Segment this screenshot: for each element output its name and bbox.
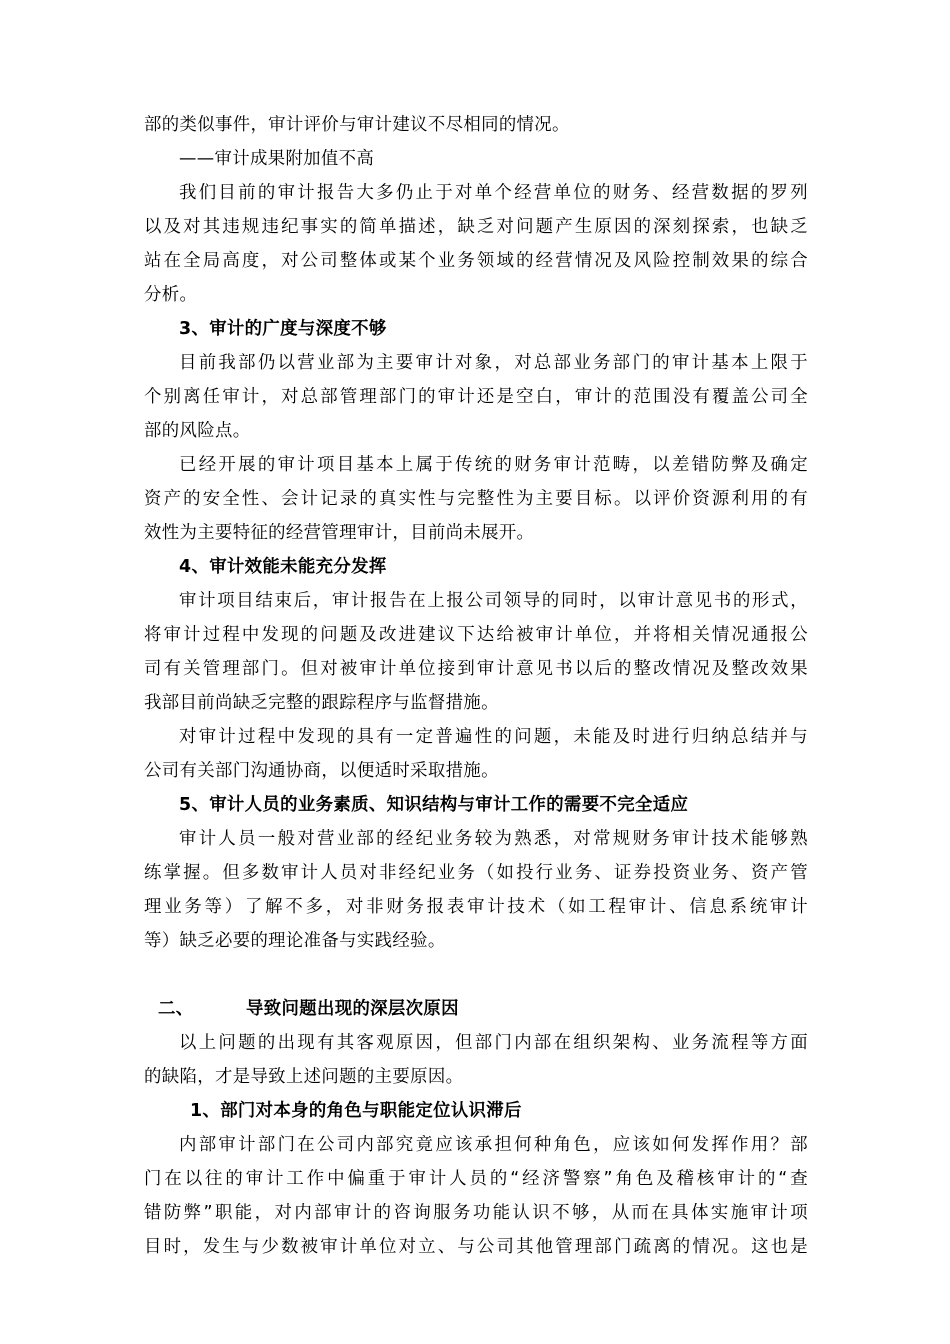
section-subheading: 5、审计人员的业务素质、知识结构与审计工作的需要不完全适应 <box>179 795 689 815</box>
text-line: 我部目前尚缺乏完整的跟踪程序与监督措施。 <box>144 693 499 713</box>
text-line: 的缺陷，才是导致上述问题的主要原因。 <box>144 1067 464 1087</box>
text-line: 审计人员一般对营业部的经纪业务较为熟悉，对常规财务审计技术能够熟 <box>179 829 808 849</box>
text-line: 对审计过程中发现的具有一定普遍性的问题，未能及时进行归纳总结并与 <box>179 727 808 747</box>
text-line: 目前我部仍以营业部为主要审计对象，对总部业务部门的审计基本上限于 <box>179 353 808 373</box>
section-subheading: 1、部门对本身的角色与职能定位认识滞后 <box>190 1101 522 1121</box>
text-line: 审计项目结束后，审计报告在上报公司领导的同时，以审计意见书的形式， <box>179 591 808 611</box>
text-line: 练掌握。但多数审计人员对非经纪业务（如投行业务、证券投资业务、资产管 <box>144 863 808 883</box>
text-line: 错防弊”职能，对内部审计的咨询服务功能认识不够，从而在具体实施审计项 <box>144 1203 808 1223</box>
text-line: 站在全局高度，对公司整体或某个业务领域的经营情况及风险控制效果的综合 <box>144 251 808 271</box>
text-line: 司有关管理部门。但对被审计单位接到审计意见书以后的整改情况及整改效果 <box>144 659 808 679</box>
section-subheading: 4、审计效能未能充分发挥 <box>179 557 387 577</box>
section-heading-number: 二、 <box>158 999 194 1019</box>
text-line: 理业务等）了解不多，对非财务报表审计技术（如工程审计、信息系统审计 <box>144 897 808 917</box>
text-line: 公司有关部门沟通协商，以便适时采取措施。 <box>144 761 499 781</box>
text-line: 效性为主要特征的经营管理审计，目前尚未展开。 <box>144 523 535 543</box>
text-line: 我们目前的审计报告大多仍止于对单个经营单位的财务、经营数据的罗列 <box>179 183 808 203</box>
text-line: 已经开展的审计项目基本上属于传统的财务审计范畴，以差错防弊及确定 <box>179 455 808 475</box>
text-line: 目时，发生与少数被审计单位对立、与公司其他管理部门疏离的情况。这也是 <box>144 1237 808 1257</box>
text-line: 门在以往的审计工作中偏重于审计人员的“经济警察”角色及稽核审计的“查 <box>144 1169 808 1189</box>
text-line: 将审计过程中发现的问题及改进建议下达给被审计单位，并将相关情况通报公 <box>144 625 808 645</box>
section-subheading: 3、审计的广度与深度不够 <box>179 319 387 339</box>
subheading-line: ——审计成果附加值不高 <box>179 149 375 169</box>
text-line: 以及对其违规违纪事实的简单描述，缺乏对问题产生原因的深刻探索，也缺乏 <box>144 217 808 237</box>
text-line: 资产的安全性、会计记录的真实性与完整性为主要目标。以评价资源利用的有 <box>144 489 808 509</box>
text-line: 部的风险点。 <box>144 421 251 441</box>
text-line: 分析。 <box>144 285 198 305</box>
text-line: 个别离任审计，对总部管理部门的审计还是空白，审计的范围没有覆盖公司全 <box>144 387 808 407</box>
section-heading <box>158 992 808 1026</box>
text-line: 以上问题的出现有其客观原因，但部门内部在组织架构、业务流程等方面 <box>179 1033 808 1053</box>
text-line: 部的类似事件，审计评价与审计建议不尽相同的情况。 <box>144 115 570 135</box>
section-heading-title: 导致问题出现的深层次原因 <box>246 999 459 1019</box>
text-line: 内部审计部门在公司内部究竟应该承担何种角色，应该如何发挥作用？部 <box>179 1135 808 1155</box>
text-line: 等）缺乏必要的理论准备与实践经验。 <box>144 931 446 951</box>
